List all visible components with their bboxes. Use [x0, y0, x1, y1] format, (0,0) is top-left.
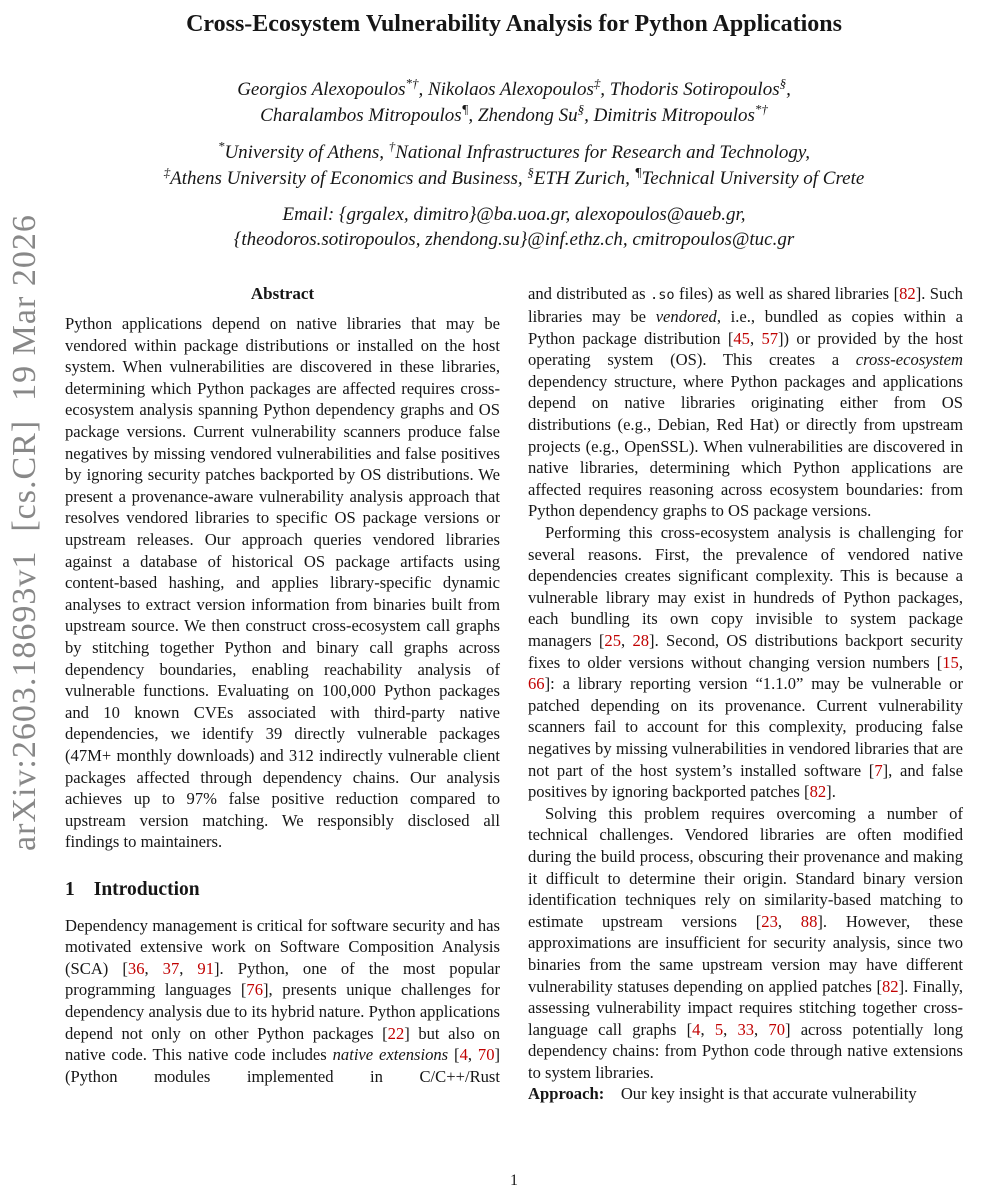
- email-line-1: Email: {grgalex, dimitro}@ba.uoa.gr, alexopoulos@aueb.gr,: [282, 203, 746, 225]
- citation-link[interactable]: 57: [761, 328, 779, 348]
- affiliation-line-2: ‡Athens University of Economics and Business, §ETH Zurich, ¶Technical University of Crete: [163, 164, 865, 189]
- citation-link[interactable]: 70: [477, 1045, 495, 1065]
- citation-link[interactable]: 76: [246, 980, 263, 1000]
- abstract-text: Python applications depend on native libraries that may be vendored within package distributions or installed on the host system. When vulnerabilities are discovered in these libraries, determining which Python packages are affected requires cross-ecosystem analysis spanning Python dependency graphs and OS package versions. Current vulnerability scanners produce false negatives by missing vendored vulnerabilities and false positives by ignoring security patches backported by OS distributions. We present a provenance-aware vulnerability analysis approach that resolves vendored libraries to specific OS package versions or upstream releases. Our approach queries vendored libraries against a database of historical OS package artifacts using content-based hashing, and applies library-specific dynamic analyses to extract version information from binaries built from upstream source. We then construct cross-ecosystem call graphs by stitching together Python and binary call graphs across dependency boundaries, enabling reachability analysis of vulnerable functions. Evaluating on 100,000 Python packages and 10 known CVEs associated with third-party native dependencies, we identify 39 directly vulnerable packages (47M+ monthly downloads) and 312 indirectly vulnerable client packages affected through dependency chains. Our analysis achieves up to 97% false positive reduction compared to upstream version matching. We responsibly disclosed all findings to maintainers.: [65, 314, 500, 852]
- citation-link[interactable]: 36: [127, 958, 145, 978]
- arxiv-stamp: arXiv:2603.18693v1 [cs.CR] 19 Mar 2026: [6, 214, 43, 851]
- authors-line-1: Georgios Alexopoulos*†, Nikolaos Alexopoulos‡, Thodoris Sotiropoulos§,: [237, 75, 791, 100]
- citation-link[interactable]: 33: [737, 1019, 755, 1039]
- citation-link[interactable]: 28: [632, 631, 650, 651]
- citation-link[interactable]: 91: [197, 958, 215, 978]
- section-heading-introduction: [65, 879, 500, 901]
- citation-link[interactable]: 5: [714, 1019, 724, 1039]
- citation-link[interactable]: 82: [882, 976, 899, 996]
- left-column: [65, 283, 500, 1106]
- authors-block: [65, 77, 963, 129]
- citation-link[interactable]: 88: [800, 911, 818, 931]
- page-number: 1: [510, 1172, 518, 1189]
- citation-link[interactable]: 7: [874, 760, 883, 780]
- paragraph-approach: Approach: Our key insight is that accurate vulnerability: [528, 1084, 917, 1104]
- paragraph-right-1: and distributed as .so files) as well as shared libraries [82]. Such libraries may be vendored, i.e., bundled as copies within a Python package distribution [45, 57]) or provided by the host operating system (OS). This creates a cross-ecosystem dependency structure, where Python packages and applications depend on native libraries originating either from OS distributions (e.g., Debian, Red Hat) or directly from upstream projects (e.g., OpenSSL). When vulnerabilities are discovered in native libraries, determining which Python applications are affected requires reasoning across ecosystem boundaries: from Python dependency graphs to OS package versions.: [528, 283, 963, 521]
- abstract-heading: Abstract: [250, 283, 315, 303]
- paragraph-right-2: Performing this cross-ecosystem analysis is challenging for several reasons. First, the prevalence of vendored native dependencies creates significant complexity. This is because a vulnerable library may exist in hundreds of Python packages, each bundling its own copy invisible to system package managers [25, 28]. Second, OS distributions backport security fixes to older versions without changing version numbers [15, 66]: a library reporting version “1.1.0” may be vulnerable or patched depending on its provenance. Current vulnerability scanners fail to account for this complexity, producing false negatives by missing vulnerabilities in vendored libraries that are not part of the host system’s installed software [7], and false positives by ignoring backported patches [82].: [528, 523, 963, 802]
- citation-link[interactable]: 82: [899, 283, 916, 303]
- paper-content: [65, 0, 963, 1105]
- citation-link[interactable]: 4: [459, 1045, 468, 1065]
- paper-title: Cross-Ecosystem Vulnerability Analysis for Python Applications: [186, 11, 842, 37]
- section-title: Introduction: [93, 878, 200, 900]
- section-number: 1: [65, 878, 75, 900]
- citation-link[interactable]: 45: [733, 328, 750, 348]
- citation-link[interactable]: 23: [761, 911, 778, 931]
- citation-link[interactable]: 66: [528, 674, 545, 694]
- citation-link[interactable]: 82: [809, 782, 827, 802]
- paragraph-intro-1: Dependency management is critical for software security and has motivated extensive work on Software Composition Analysis (SCA) [36, 37, 91]. Python, one of the most popular programming languages [76], presents unique challenges for dependency analysis due to its hybrid nature. Python applications depend not only on other Python packages [22] but also on native code. This native code includes native extensions [4, 70] (Python modules implemented in C/C++/Rust: [65, 915, 501, 1086]
- two-column-body: [65, 283, 963, 1106]
- email-line-2: {theodoros.sotiropoulos, zhendong.su}@inf.ethz.ch, cmitropoulos@tuc.gr: [233, 229, 795, 251]
- affiliation-line-1: *University of Athens, †National Infrastructures for Research and Technology,: [217, 139, 811, 164]
- authors-line-2: Charalambos Mitropoulos¶, Zhendong Su§, Dimitris Mitropoulos*†: [260, 101, 768, 126]
- paragraph-right-3: Solving this problem requires overcoming a number of technical challenges. Vendored libraries are often modified during the build process, obscuring their provenance and making it difficult to determine their origin. Standard binary version identification techniques rely on similarity-based matching to estimate upstream versions [23, 88]. However, these approximations are insufficient for security analysis, since two binaries from the same upstream version may have different vulnerability statuses depending on applied patches [82]. Finally, assessing vulnerability impact requires stitching together cross-language call graphs [4, 5, 33, 70] across potentially long dependency chains: from Python code through native extensions to system libraries.: [528, 803, 964, 1082]
- citation-link[interactable]: 25: [604, 631, 621, 651]
- affiliations-block: [65, 140, 963, 191]
- citation-link[interactable]: 15: [942, 652, 959, 672]
- citation-link[interactable]: 70: [768, 1019, 785, 1039]
- citation-link[interactable]: 37: [162, 958, 180, 978]
- citation-link[interactable]: 22: [387, 1023, 405, 1043]
- citation-link[interactable]: 4: [692, 1019, 701, 1039]
- emails-block: [65, 202, 963, 253]
- right-column: [528, 283, 963, 1106]
